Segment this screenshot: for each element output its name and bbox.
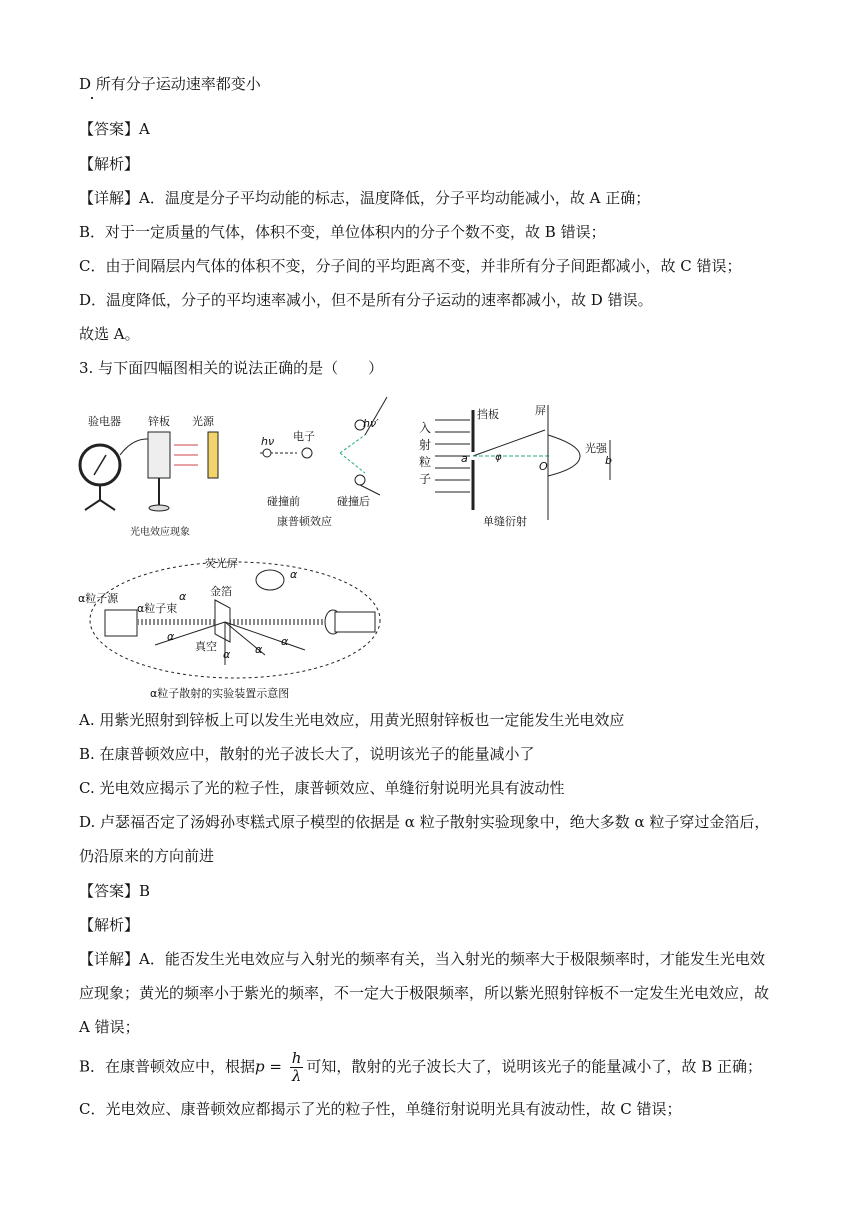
detail-1-b: B．对于一定质量的气体，体积不变，单位体积内的分子个数不变，故 B 错误； bbox=[79, 223, 606, 241]
compton-caption: 康普顿效应 bbox=[277, 515, 332, 528]
zinc-plate bbox=[148, 432, 170, 478]
alpha-4: α bbox=[255, 643, 263, 656]
vacuum-label: 真空 bbox=[195, 640, 217, 653]
single-slit-figure bbox=[415, 400, 630, 530]
alpha-3: α bbox=[223, 648, 231, 661]
detail-2-b-pre: B．在康普顿效应中，根据 bbox=[79, 1057, 256, 1076]
option-a: A. 用紫光照射到锌板上可以发生光电效应，用黄光照射锌板也一定能发生光电效应 bbox=[79, 711, 625, 729]
after-label: 碰撞后 bbox=[337, 495, 370, 508]
alpha-5: α bbox=[281, 635, 289, 648]
formula-numerator: h bbox=[291, 1049, 302, 1067]
analysis-2: 【解析】 bbox=[79, 916, 140, 934]
formula-denominator: λ bbox=[291, 1067, 302, 1085]
detail-2-a3: A 错误； bbox=[79, 1018, 140, 1036]
answer-2: 【答案】B bbox=[79, 882, 151, 900]
photon-before-label: hν bbox=[261, 435, 275, 448]
angle-label: φ bbox=[495, 452, 502, 463]
incident-char-1: 入 bbox=[419, 421, 432, 435]
incident-char-4: 子 bbox=[419, 472, 432, 486]
alpha-source-box bbox=[105, 610, 137, 636]
compton-figure bbox=[255, 385, 415, 530]
slit-width-label: a bbox=[461, 452, 468, 465]
alpha-caption: α粒子散射的实验装置示意图 bbox=[150, 687, 290, 700]
light-source-label: 光源 bbox=[192, 415, 214, 428]
alpha-6: α bbox=[290, 568, 298, 581]
intensity-label: 光强 bbox=[585, 442, 607, 455]
width-b-label: b bbox=[605, 454, 612, 467]
stray-dot bbox=[91, 97, 93, 99]
detail-1-c: C．由于间隔层内气体的体积不变，分子间的平均距离不变，并非所有分子间距都减小，故 C 错误； bbox=[79, 257, 742, 275]
formula-p: p bbox=[255, 1057, 265, 1076]
detail-1-a: 【详解】A．温度是分子平均动能的标志，温度降低，分子平均动能减小，故 A 正确； bbox=[79, 189, 651, 207]
beam-label: α粒子束 bbox=[137, 602, 178, 615]
choose-1: 故选 A。 bbox=[79, 325, 140, 343]
photoelectric-figure bbox=[70, 400, 250, 540]
detail-2-b bbox=[79, 1050, 762, 1085]
foil-label: 金箔 bbox=[210, 585, 232, 598]
light-source bbox=[208, 432, 218, 478]
electroscope-label: 验电器 bbox=[88, 415, 121, 428]
option-b: B. 在康普顿效应中，散射的光子波长大了，说明该光子的能量减小了 bbox=[79, 745, 535, 763]
detail-1-d: D．温度降低，分子的平均速率减小，但不是所有分子运动的速率都减小，故 D 错误。 bbox=[79, 291, 653, 309]
slit-caption: 单缝衍射 bbox=[483, 515, 527, 528]
detail-2-b-post: 可知，散射的光子波长大了，说明该光子的能量减小了，故 B 正确； bbox=[306, 1057, 762, 1076]
zinc-label: 锌板 bbox=[148, 415, 170, 428]
option-d-line1: D. 卢瑟福否定了汤姆孙枣糕式原子模型的依据是 α 粒子散射实验现象中，绝大多数 α 粒子穿过金箔后， bbox=[79, 813, 770, 831]
incident-char-2: 射 bbox=[419, 438, 432, 452]
electron-label: 电子 bbox=[293, 430, 315, 443]
option-c: C. 光电效应揭示了光的粒子性，康普顿效应、单缝衍射说明光具有波动性 bbox=[79, 779, 565, 797]
screen-label: 屏 bbox=[535, 404, 546, 417]
screen-label: 荧光屏 bbox=[205, 557, 238, 570]
photon-after-label: hν′ bbox=[363, 417, 379, 430]
answer-1: 【答案】A bbox=[79, 120, 150, 138]
detail-2-a2: 应现象；黄光的频率小于紫光的频率，不一定大于极限频率，所以紫光照射锌板不一定发生光电效应，故 bbox=[79, 984, 770, 1002]
option-d: D 所有分子运动速率都变小 bbox=[79, 75, 261, 93]
detail-2-c: C．光电效应、康普顿效应都揭示了光的粒子性，单缝衍射说明光具有波动性，故 C 错误； bbox=[79, 1100, 682, 1118]
photoelectric-caption: 光电效应现象 bbox=[130, 527, 190, 538]
alpha-1: α bbox=[179, 590, 187, 603]
source-label: α粒子源 bbox=[78, 592, 119, 605]
question-3: 3. 与下面四幅图相关的说法正确的是（ ） bbox=[79, 359, 384, 377]
detail-2-a1: 【详解】A．能否发生光电效应与入射光的频率有关，当入射光的频率大于极限频率时，才能发生光电效 bbox=[79, 950, 765, 968]
alpha-2: α bbox=[167, 630, 175, 643]
incident-char-3: 粒 bbox=[419, 455, 432, 469]
gold-foil bbox=[215, 600, 230, 642]
analysis-1: 【解析】 bbox=[79, 155, 140, 173]
alpha-scattering-figure bbox=[75, 550, 395, 705]
origin-label: O bbox=[539, 460, 548, 473]
formula-fraction bbox=[290, 1050, 304, 1085]
option-d-line2: 仍沿原来的方向前进 bbox=[79, 847, 215, 865]
formula-eq: = bbox=[264, 1057, 287, 1076]
baffle-label: 挡板 bbox=[477, 408, 499, 421]
before-label: 碰撞前 bbox=[267, 495, 300, 508]
